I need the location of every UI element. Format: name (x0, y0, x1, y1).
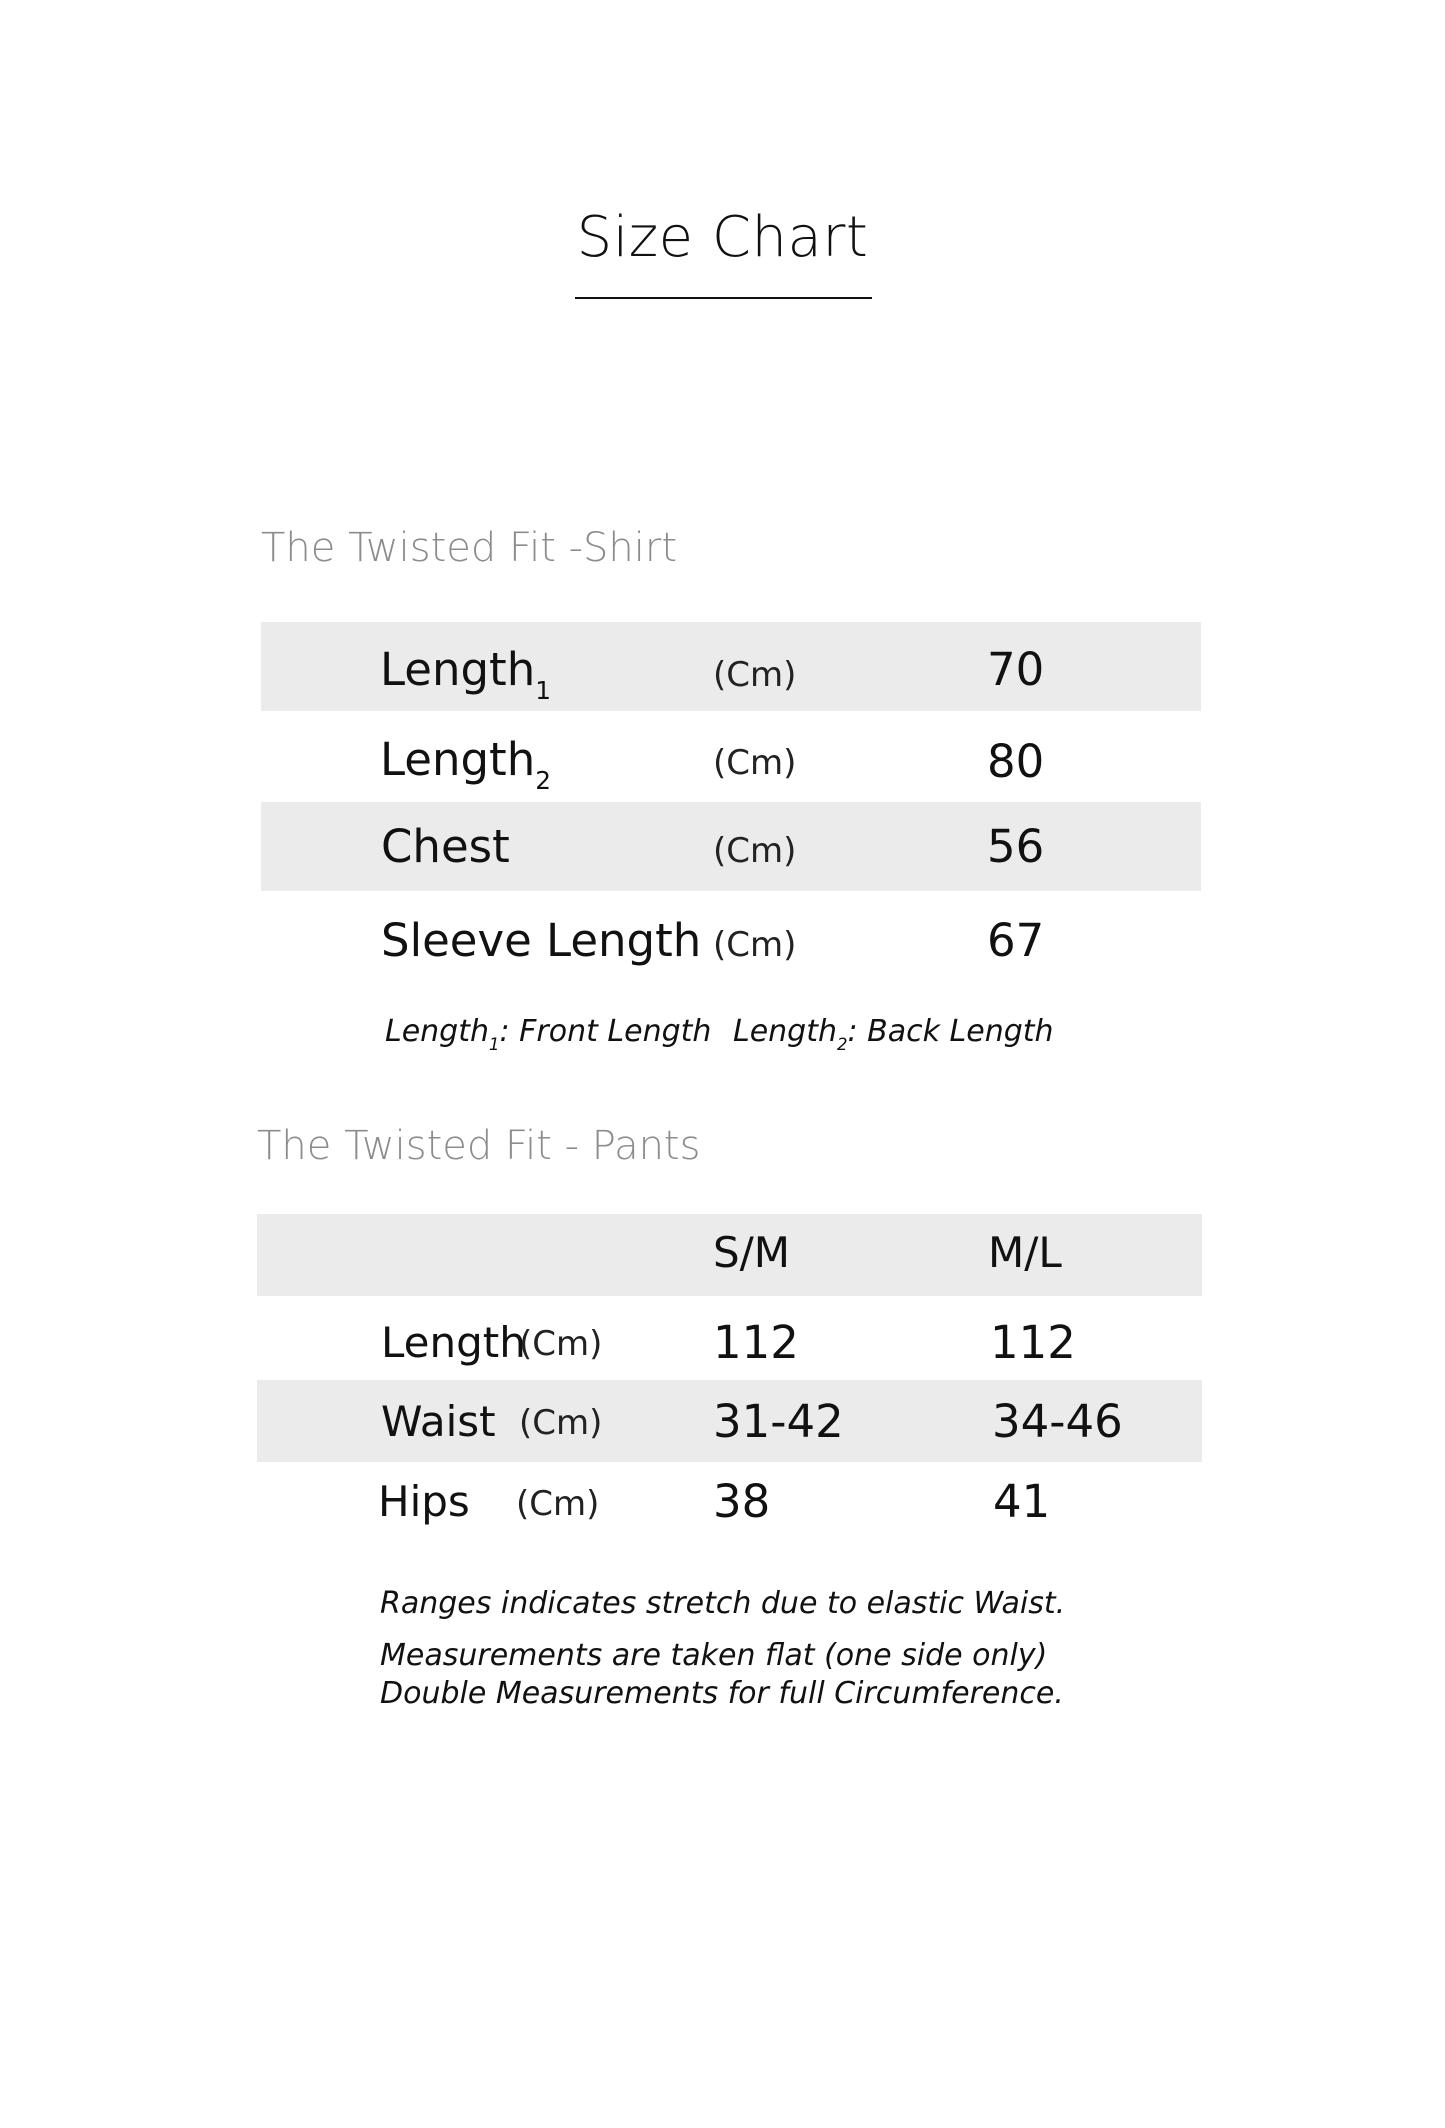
pants-col-header-ml: M/L (988, 1228, 1062, 1277)
pants-row-value-ml: 34-46 (992, 1395, 1123, 1448)
shirt-section-title: The Twisted Fit -Shirt (261, 525, 678, 571)
shirt-row-value: 56 (987, 820, 1045, 873)
shirt-row-unit: (Cm) (713, 743, 797, 783)
pants-row-label: Hips (378, 1477, 470, 1526)
pants-col-header-sm: S/M (713, 1228, 791, 1277)
pants-row-value-sm: 112 (713, 1316, 799, 1369)
pants-section-title: The Twisted Fit - Pants (257, 1123, 701, 1169)
shirt-row-label: Chest (381, 820, 510, 873)
pants-row-value-ml: 112 (990, 1316, 1076, 1369)
pants-row-unit: (Cm) (516, 1484, 600, 1524)
pants-row-value-sm: 38 (713, 1475, 771, 1528)
note-measured-flat: Measurements are taken flat (one side only) (380, 1638, 1048, 1673)
title-underline (575, 297, 872, 299)
pants-row-unit: (Cm) (519, 1324, 603, 1364)
shirt-row-value: 67 (987, 914, 1045, 967)
shirt-row-unit: (Cm) (713, 925, 797, 965)
shirt-row-unit: (Cm) (713, 831, 797, 871)
note-elastic-waist: Ranges indicates stretch due to elastic Waist. (380, 1586, 1066, 1621)
pants-row-unit: (Cm) (519, 1403, 603, 1443)
pants-row-label: Length (381, 1318, 526, 1367)
note-double-measurements: Double Measurements for full Circumference. (380, 1676, 1064, 1711)
shirt-row-value: 80 (987, 735, 1045, 788)
pants-row-value-ml: 41 (993, 1475, 1051, 1528)
shirt-row-label: Length$_2$ (380, 733, 551, 795)
shirt-row-label: Length$_1$ (380, 643, 551, 705)
pants-row-label: Waist (381, 1397, 496, 1446)
shirt-row-unit: (Cm) (713, 655, 797, 695)
pants-row-value-sm: 31-42 (713, 1395, 844, 1448)
legend-back-length: Length$_2$: Back Length (733, 1014, 1054, 1055)
legend-front-length: Length$_1$: Front Length (385, 1014, 712, 1055)
shirt-row-label: Sleeve Length (381, 914, 702, 967)
shirt-row-value: 70 (987, 643, 1045, 696)
page-title: Size Chart (576, 205, 869, 270)
